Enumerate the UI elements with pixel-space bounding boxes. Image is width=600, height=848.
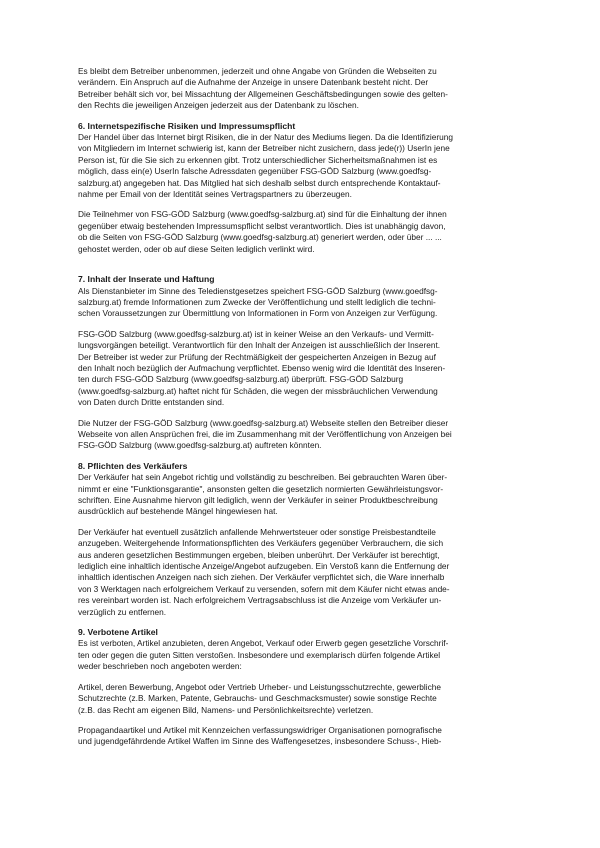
text-line: ten durch FSG-GÖD Salzburg (www.goedfsg-salzburg.at) überprüft. FSG-GÖD Salzburg: [78, 374, 404, 385]
section-heading-6: 6. Internetspezifische Risiken und Impressumspflicht: [78, 120, 296, 131]
text-line: Es ist verboten, Artikel anzubieten, deren Angebot, Verkauf oder Erwerb gegen gesetzliche Vorschrif-: [78, 638, 449, 649]
text-line: Webseite von allen Ansprüchen frei, die im Zusammenhang mit der Veröffentlichung von Anzeigen bei: [78, 428, 452, 439]
text-line: gehostet werden, oder ob auf diese Seiten lediglich verlinkt wird.: [78, 243, 315, 254]
section-spacer: [78, 264, 524, 274]
section-7-paragraph-2: [78, 329, 524, 409]
section-heading-8: 8. Pflichten des Verkäufers: [78, 460, 188, 471]
text-line: den Inhalt noch bezüglich der Aufmachung verpflichtet. Ebenso wenig wird die Identität des Inseren-: [78, 362, 446, 373]
text-line: salzburg.at) fremde Informationen zum Zwecke der Veröffentlichung und stellt lediglich die techni-: [78, 296, 436, 307]
text-line: salzburg.at) angegeben hat. Das Mitglied hat sich deshalb selbst durch entsprechende Kontaktauf-: [78, 177, 441, 188]
text-line: Propagandaartikel und Artikel mit Kennzeichen verfassungswidriger Organisationen pornografische: [78, 724, 442, 735]
text-line: Artikel, deren Bewerbung, Angebot oder Vertrieb Urheber- und Leistungsschutzrechte, gewerbliche: [78, 681, 441, 692]
text-line: gegenüber etwaig bestehenden Impressumspflicht selbst verantwortlich. Dies ist unabhängig davon,: [78, 220, 446, 231]
document-page: [78, 66, 524, 757]
text-line: möglich, dass ein(e) UserIn falsche Adressdaten gegenüber FSG-GÖD Salzburg (www.goedfsg-: [78, 166, 432, 177]
text-line: Person ist, für die Sie sich zu erkennen gibt. Trotz unterschiedlicher Sicherheitsmaßnahmen ist es: [78, 154, 438, 165]
section-9-paragraph-3: [78, 725, 524, 748]
section-9-paragraph-2: [78, 682, 524, 716]
text-line: von 3 Werktagen nach erfolgreichem Verkauf zu versenden, sofern mit dem Käufer nicht etwas ande-: [78, 583, 450, 594]
text-line: ten oder gegen die guten Sitten verstoßen. Insbesondere und exemplarisch dürfen folgende Artikel: [78, 649, 441, 660]
text-line: ausdrücklich auf bestehende Mängel hingewiesen hat.: [78, 506, 278, 517]
text-line: inhaltlich identischen Anzeigen nach sich ziehen. Der Verkäufer verpflichtet sich, die Ware innerhalb: [78, 572, 445, 583]
section-heading-7: 7. Inhalt der Inserate und Haftung: [78, 274, 215, 285]
text-line: (www.goedfsg-salzburg.at) haftet nicht für Schäden, die wegen der missbräuchlichen Verwendung: [78, 385, 438, 396]
text-line: nimmt er eine "Funktionsgarantie", ansonsten gelten die gesetzlich normierten Gewährleistungsvor-: [78, 483, 444, 494]
section-9-paragraph-1: [78, 638, 524, 672]
text-line: Betreiber behält sich vor, bei Missachtung der Allgemeinen Geschäftsbedingungen sowie des gelten-: [78, 88, 448, 99]
text-line: nahme per Email von der Identität seines Vertragspartners zu überzeugen.: [78, 189, 352, 200]
section-6-paragraph-1: [78, 132, 524, 200]
text-line: lungsvorgängen beteiligt. Verantwortlich für den Inhalt der Anzeigen ist ausschließlich der Inserent.: [78, 340, 441, 351]
text-line: weder beschrieben noch angeboten werden:: [78, 661, 242, 672]
text-line: Der Verkäufer hat sein Angebot richtig und vollständig zu beschreiben. Bei gebrauchten Waren über-: [78, 472, 448, 483]
text-line: von Mitgliedern im Internet schwierig ist, kann der Betreiber nicht zusichern, dass jede(r)) UserIn jene: [78, 143, 450, 154]
text-line: Die Teilnehmer von FSG-GÖD Salzburg (www.goedfsg-salzburg.at) sind für die Einhaltung der ihnen: [78, 209, 447, 220]
text-line: (z.B. das Recht am eigenen Bild, Namens- und Persönlichkeitsrechte) verletzen.: [78, 704, 374, 715]
text-line: anzugeben. Weitergehende Informationspflichten des Verkäufers gegenüber Verbrauchern, die sich: [78, 538, 444, 549]
text-line: FSG-GÖD Salzburg (www.goedfsg-salzburg.at) auftreten könnten.: [78, 440, 322, 451]
text-line: Der Betreiber ist weder zur Prüfung der Rechtmäßigkeit der gespeicherten Anzeigen in Bezug auf: [78, 351, 436, 362]
text-line: Die Nutzer der FSG-GÖD Salzburg (www.goedfsg-salzburg.at) Webseite stellen den Betreiber dieser: [78, 417, 449, 428]
text-line: Als Dienstanbieter im Sinne des Teledienstgesetzes speichert FSG-GÖD Salzburg (www.goedfsg-: [78, 285, 438, 296]
text-line: schen Voraussetzungen zur Übermittlung von Informationen in Form von Anzeigen zur Verfügung.: [78, 308, 438, 319]
text-line: Der Verkäufer hat eventuell zusätzlich anfallende Mehrwertsteuer oder sonstige Preisbestandteile: [78, 526, 436, 537]
intro-paragraph: [78, 66, 524, 112]
section-8-paragraph-1: [78, 472, 524, 518]
section-7-paragraph-1: [78, 286, 524, 320]
section-6-paragraph-2: [78, 209, 524, 255]
text-line: verändern. Ein Anspruch auf die Aufnahme der Anzeige in unsere Datenbank besteht nicht. Der: [78, 77, 429, 88]
section-7-paragraph-3: [78, 418, 524, 452]
text-line: und jugendgefährdende Artikel Waffen im Sinne des Waffengesetzes, insbesondere Schuss-, Hieb-: [78, 736, 442, 747]
text-line: den Rechts die jeweiligen Anzeigen jederzeit aus der Datenbank zu löschen.: [78, 100, 359, 111]
text-line: verzüglich zu entfernen.: [78, 606, 167, 617]
section-8-paragraph-2: [78, 527, 524, 618]
text-line: lediglich eine inhaltlich identische Anzeige/Angebot aufzugeben. Ein Verstoß kann die Entfernung der: [78, 561, 450, 572]
text-line: Es bleibt dem Betreiber unbenommen, jederzeit und ohne Angabe von Gründen die Webseiten zu: [78, 66, 437, 76]
text-line: Der Handel über das Internet birgt Risiken, die in der Natur des Mediums liegen. Da die Identifizierung: [78, 132, 453, 143]
text-line: res vereinbart worden ist. Nach erfolgreichem Vertragsabschluss ist die Anzeige vom Verkäufer un-: [78, 595, 442, 606]
section-heading-9: 9. Verbotene Artikel: [78, 627, 158, 638]
text-line: Schutzrechte (z.B. Marken, Patente, Gebrauchs- und Geschmacksmuster) sowie sonstige Rechte: [78, 693, 437, 704]
text-line: von Daten durch Dritte entstanden sind.: [78, 397, 225, 408]
text-line: FSG-GÖD Salzburg (www.goedfsg-salzburg.at) ist in keiner Weise an den Verkaufs- und Vermitt-: [78, 328, 434, 339]
text-line: ob die Seiten von FSG-GÖD Salzburg (www.goedfsg-salzburg.at) generiert werden, oder über ... ...: [78, 232, 442, 243]
text-line: aus anderen gesetzlichen Bestimmungen ergeben, bleiben unberührt. Der Verkäufer ist berechtigt,: [78, 549, 440, 560]
text-line: schriften. Eine Ausnahme hiervon gilt lediglich, wenn der Verkäufer in seiner Produktbeschreibung: [78, 495, 438, 505]
